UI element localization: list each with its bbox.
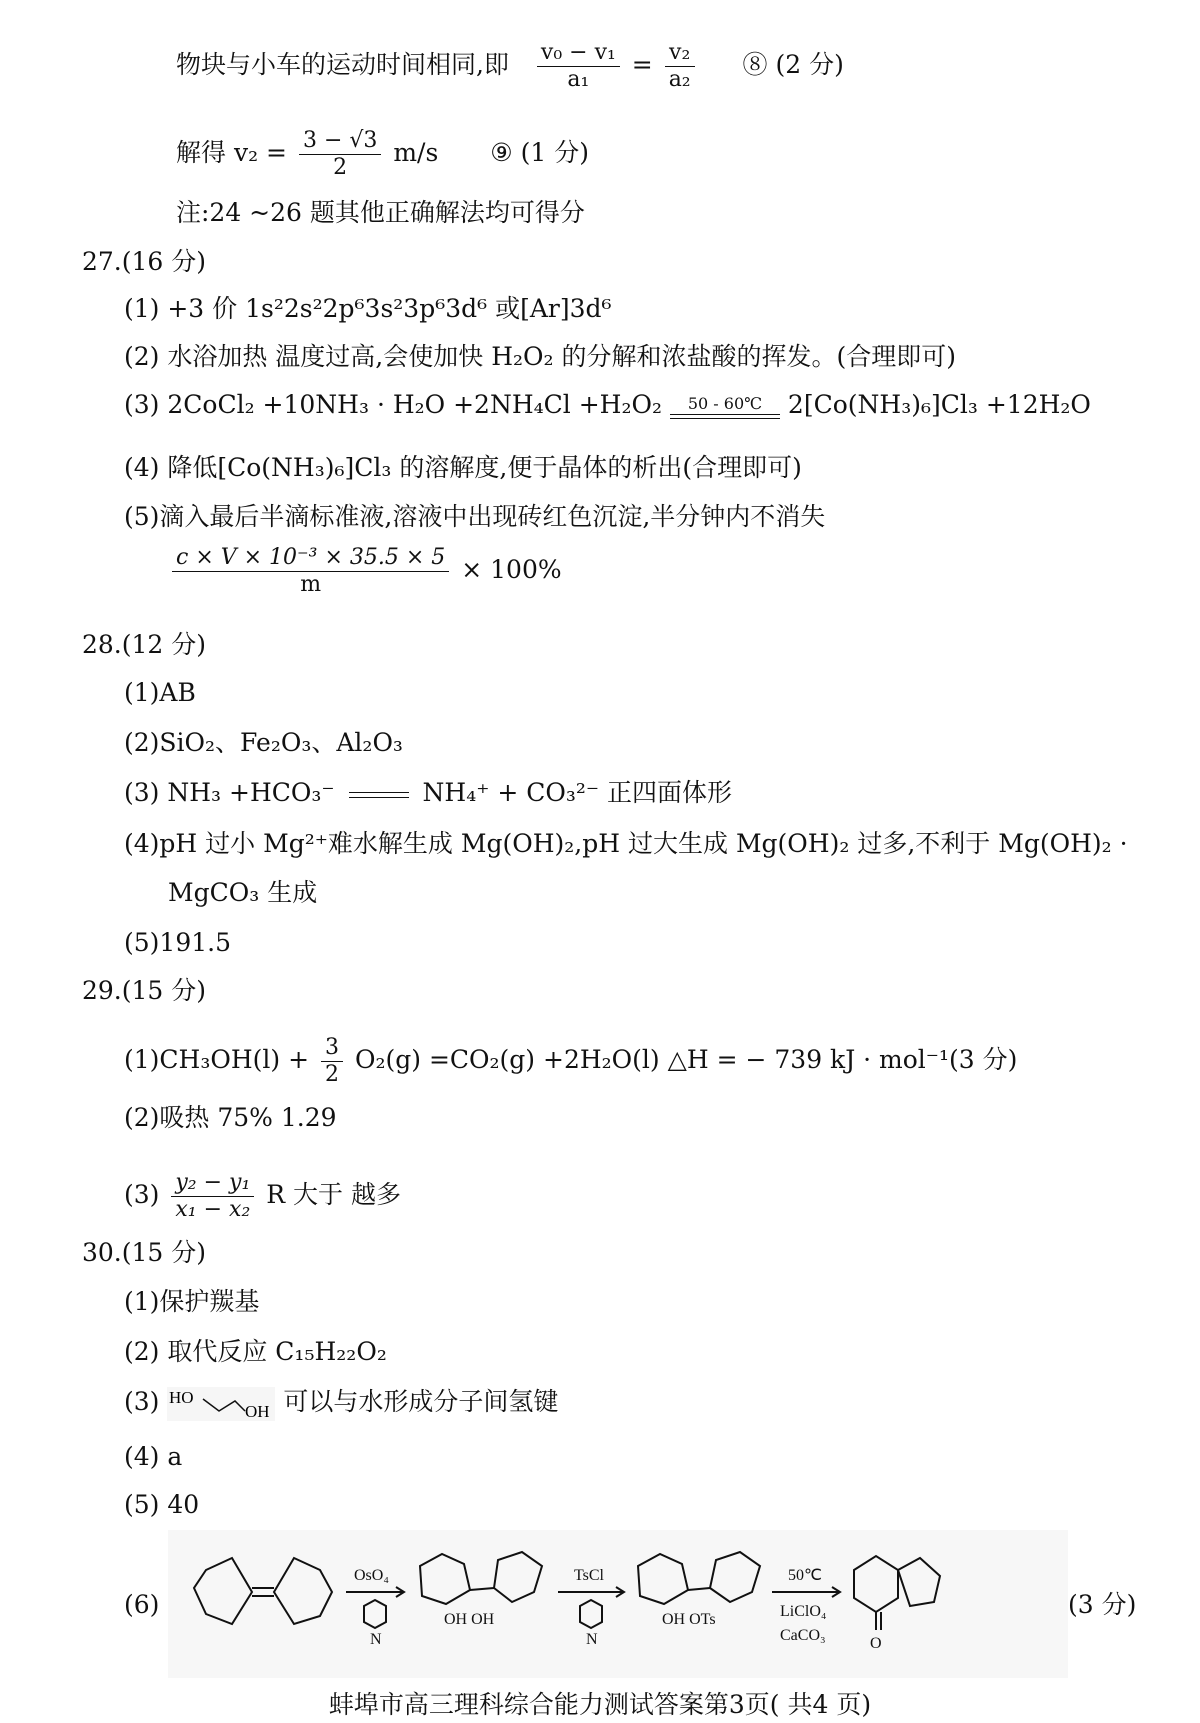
q30-answer-4: (4) a: [124, 1442, 183, 1471]
q29-answer-2: (2)吸热 75% 1.29: [124, 1103, 337, 1132]
pyridine-ring-1: [364, 1600, 386, 1628]
q28-answer-4-line-2: MgCO₃ 生成: [168, 878, 318, 907]
bond-zigzag: [203, 1399, 245, 1411]
percent-tail: × 100%: [461, 555, 562, 584]
step-mark: ⑧: [742, 50, 768, 79]
q27-answer-2: (2) 水浴加热 温度过高,会使加快 H₂O₂ 的分解和浓盐酸的挥发。(合理即可): [124, 342, 956, 371]
cyclopentane-ring-left: [194, 1558, 252, 1624]
equation-left: (3) 2CoCl₂ +10NH₃ · H₂O +2NH₄Cl +H₂O₂: [124, 390, 663, 419]
line2-prefix: 解得 v₂ =: [176, 138, 287, 167]
tosylate-ring-left: [638, 1554, 688, 1604]
ho-label: HO: [169, 1387, 194, 1407]
equation-right: 2[Co(NH₃)₆]Cl₃ +12H₂O: [787, 390, 1091, 419]
tosylate-labels: OH OTs: [662, 1611, 716, 1628]
cyclopentane-ring-right: [274, 1558, 332, 1624]
frac-den: a₂: [668, 67, 691, 92]
page-footer: 蚌埠市高三理科综合能力测试答案第3页( 共4 页): [328, 1690, 872, 1719]
central-bond-2: [688, 1588, 710, 1590]
frac-num: v₀ − v₁: [537, 40, 620, 67]
q28-answer-3: [124, 776, 732, 810]
q30-answer-2: (2) 取代反应 C₁₅H₂₂O₂: [124, 1337, 387, 1366]
q29-answer-1: [124, 1035, 1017, 1088]
reaction-condition: 50 - 60℃: [687, 393, 763, 413]
calcium-carbonate-label: CaCO₃: [780, 1627, 826, 1644]
frac-den: a₁: [567, 67, 590, 92]
q30-answer-6-prefix: (6): [124, 1590, 160, 1619]
osmium-tetroxide-label: OsO₄: [354, 1567, 389, 1584]
diol-ring-left: [420, 1554, 470, 1604]
slope-fraction: [171, 1170, 254, 1223]
lithium-perchlorate-label: LiClO₄: [780, 1603, 827, 1620]
frac-num: 3 − √3: [299, 128, 381, 155]
answer-tail: 可以与水形成分子间氢键: [283, 1387, 559, 1416]
coefficient-fraction: [321, 1035, 343, 1088]
q30-answer-5: (5) 40: [124, 1490, 200, 1519]
unit: m/s: [393, 138, 439, 167]
q29-answer-3: [124, 1170, 401, 1223]
equals-sign: =: [631, 50, 653, 79]
reaction-condition-bar: [670, 395, 780, 419]
line1-text: 物块与小车的运动时间相同,即: [176, 50, 509, 79]
line1-fraction-left: [537, 40, 620, 93]
equals-bar: [349, 792, 409, 798]
answer-prefix: (3): [124, 1180, 160, 1209]
q30-answer-3: [124, 1385, 558, 1421]
q27-answer-5: (5)滴入最后半滴标准液,溶液中出现砖红色沉淀,半分钟内不消失: [124, 502, 826, 531]
line2-fraction: [299, 128, 381, 181]
equation-right: O₂(g) =CO₂(g) +2H₂O(l) △H = − 739 kJ · mol⁻¹(3 分): [354, 1045, 1018, 1074]
q28-answer-1: (1)AB: [124, 678, 196, 707]
q29-heading: 29.(15 分): [82, 976, 207, 1005]
score: (1 分): [520, 138, 589, 167]
temperature-label: 50℃: [788, 1567, 822, 1584]
q28-answer-5: (5)191.5: [124, 928, 231, 957]
q28-answer-4-line-1: (4)pH 过小 Mg²⁺难水解生成 Mg(OH)₂,pH 过大生成 Mg(OH)₂ 过多,不利于 Mg(OH)₂ ·: [124, 829, 1128, 858]
frac-den: 2: [325, 1062, 340, 1087]
equation-left: (1)CH₃OH(l) +: [124, 1045, 310, 1074]
top-line-1: [176, 40, 844, 93]
tosylate-ring-right: [710, 1552, 760, 1602]
frac-den: x₁ − x₂: [175, 1197, 251, 1222]
q27-answer-5-formula: [168, 545, 562, 598]
line1-fraction-right: [665, 40, 695, 93]
synthesis-scheme: [168, 1530, 1068, 1678]
note-line: 注:24 ~26 题其他正确解法均可得分: [176, 198, 585, 227]
tosyl-chloride-label: TsCl: [574, 1567, 604, 1584]
ethylene-glycol-structure: [167, 1387, 275, 1421]
answer-tail: R 大于 越多: [266, 1180, 401, 1209]
q27-answer-1: (1) +3 价 1s²2s²2p⁶3s²3p⁶3d⁶ 或[Ar]3d⁶: [124, 294, 612, 323]
frac-den: 2: [333, 155, 348, 180]
q30-heading: 30.(15 分): [82, 1238, 207, 1267]
q30-answer-1: (1)保护羰基: [124, 1287, 260, 1316]
q27-answer-4: (4) 降低[Co(NH₃)₆]Cl₃ 的溶解度,便于晶体的析出(合理即可): [124, 453, 802, 482]
pyridine-n-label-1: N: [370, 1631, 382, 1648]
oh-label: OH: [245, 1401, 270, 1421]
score: (2 分): [775, 50, 844, 79]
central-bond: [470, 1588, 494, 1590]
equation-right: NH₄⁺ + CO₃²⁻ 正四面体形: [422, 778, 733, 807]
answer-prefix: (3): [124, 1387, 160, 1416]
cyclohexanone-ring: [854, 1556, 898, 1612]
ketone-o-label: O: [870, 1635, 882, 1652]
q28-answer-2: (2)SiO₂、Fe₂O₃、Al₂O₃: [124, 728, 403, 757]
scheme-svg: [168, 1530, 1068, 1678]
q27-heading: 27.(16 分): [82, 247, 207, 276]
frac-num: 3: [321, 1035, 343, 1062]
top-line-2: [176, 128, 589, 181]
frac-num: y₂ − y₁: [171, 1170, 254, 1197]
pyridine-n-label-2: N: [586, 1631, 598, 1648]
q27-answer-3: [124, 388, 1091, 422]
equals-bar: [670, 414, 780, 419]
equation-left: (3) NH₃ +HCO₃⁻: [124, 778, 335, 807]
frac-den: m: [300, 572, 322, 597]
diol-ring-right: [494, 1552, 542, 1602]
purity-fraction: [172, 545, 449, 598]
frac-num: c × V × 10⁻³ × 35.5 × 5: [172, 545, 449, 572]
q30-answer-6-score: (3 分): [1068, 1590, 1137, 1619]
spiro-cyclopentane-ring: [898, 1558, 940, 1606]
frac-num: v₂: [665, 40, 695, 67]
q28-heading: 28.(12 分): [82, 630, 207, 659]
step-mark: ⑨: [490, 138, 513, 167]
diol-oh-labels: OH OH: [444, 1611, 495, 1628]
pyridine-ring-2: [580, 1600, 602, 1628]
